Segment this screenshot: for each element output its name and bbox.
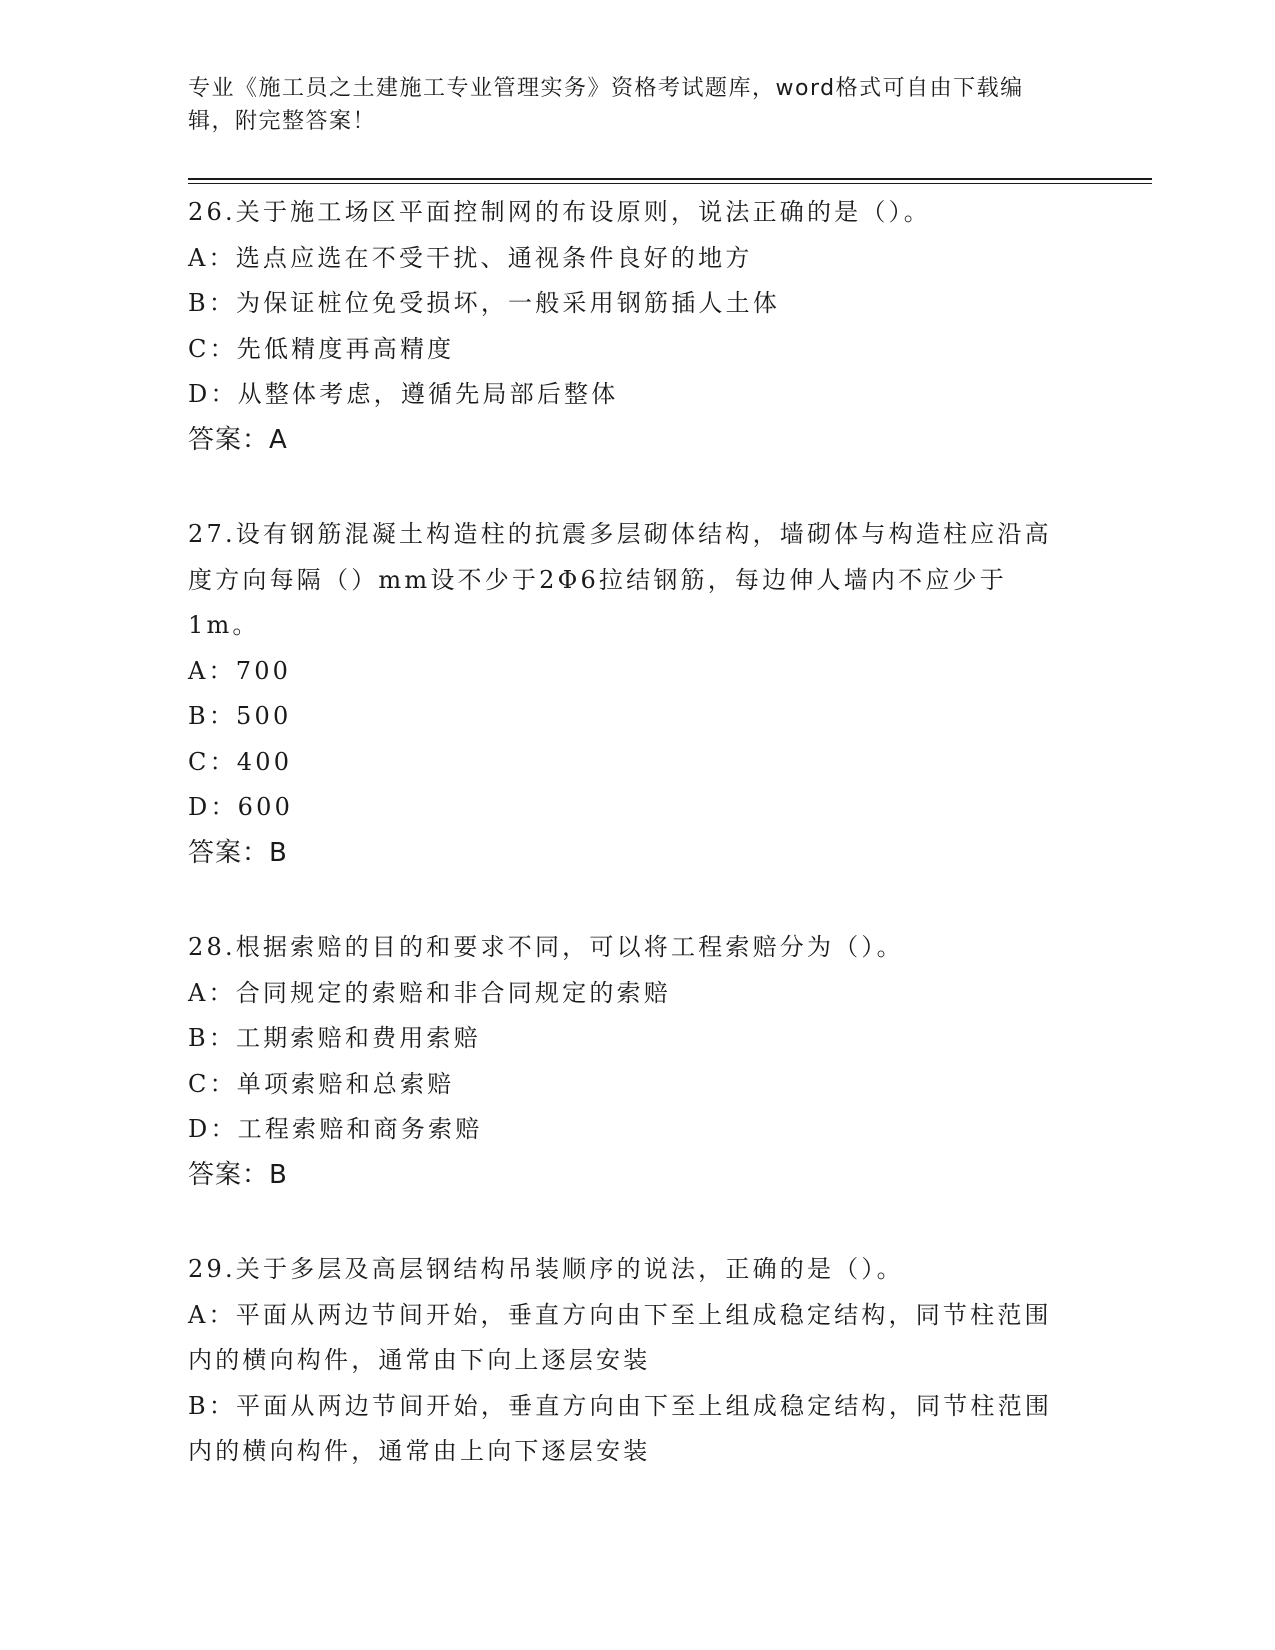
answer: 答案：B — [188, 837, 288, 868]
option-b: B：为保证桩位免受损坏，一般采用钢筋插人土体 — [188, 289, 781, 317]
option-d: D：工程索赔和商务索赔 — [188, 1115, 483, 1143]
answer: 答案：A — [188, 424, 288, 455]
question-29 — [188, 1247, 1088, 1475]
option-d: D：从整体考虑，遵循先局部后整体 — [188, 380, 619, 408]
option-b: B：500 — [188, 702, 292, 730]
question-26 — [188, 190, 1088, 463]
header-divider-thick — [188, 178, 1152, 180]
option-d: D：600 — [188, 793, 294, 821]
option-c: C：先低精度再高精度 — [188, 334, 455, 363]
option-a: A：合同规定的索赔和非合同规定的索赔 — [188, 978, 671, 1007]
option-c: C：单项索赔和总索赔 — [188, 1069, 455, 1098]
option-a: A：700 — [188, 656, 292, 685]
document-header — [188, 72, 1068, 138]
header-divider-thin — [188, 183, 1152, 184]
option-a: A：选点应选在不受干扰、通视条件良好的地方 — [188, 243, 753, 272]
question-stem: 28.根据索赔的目的和要求不同，可以将工程索赔分为（）。 — [188, 933, 904, 961]
option-c: C：400 — [188, 747, 293, 776]
header-title: 专业《施工员之土建施工专业管理实务》资格考试题库，word格式可自由下载编辑，附完整答案！ — [188, 76, 1024, 134]
option-b: B：工期索赔和费用索赔 — [188, 1024, 481, 1052]
option-a: A：平面从两边节间开始，垂直方向由下至上组成稳定结构，同节柱范围内的横向构件，通常由下向上逐层安装 — [188, 1300, 1052, 1374]
option-b: B：平面从两边节间开始，垂直方向由下至上组成稳定结构，同节柱范围内的横向构件，通常由上向下逐层安装 — [188, 1391, 1053, 1465]
question-stem: 26.关于施工场区平面控制网的布设原则，说法正确的是（）。 — [188, 198, 931, 226]
question-list — [188, 190, 1088, 1524]
question-28 — [188, 925, 1088, 1198]
question-27 — [188, 512, 1088, 876]
question-stem: 29.关于多层及高层钢结构吊装顺序的说法，正确的是（）。 — [188, 1255, 904, 1283]
answer: 答案：B — [188, 1159, 288, 1190]
question-stem: 27.设有钢筋混凝土构造柱的抗震多层砌体结构，墙砌体与构造柱应沿高度方向每隔（）mm设不少于2Φ6拉结钢筋，每边伸人墙内不应少于1m。 — [188, 520, 1052, 639]
